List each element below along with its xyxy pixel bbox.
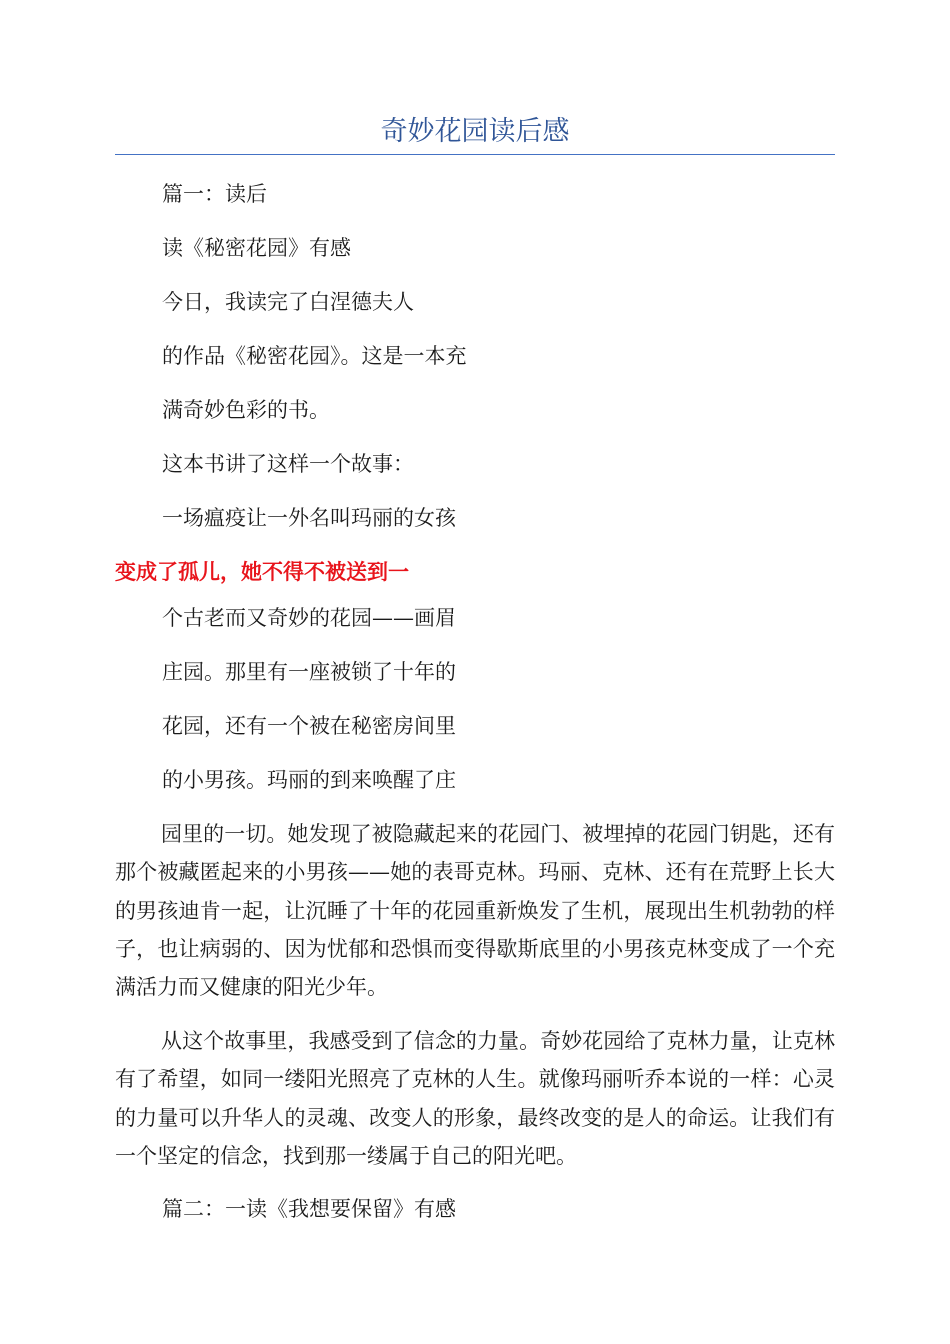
text-line: 一场瘟疫让一外名叫玛丽的女孩 <box>162 506 456 530</box>
body-paragraph: 园里的一切。她发现了被隐藏起来的花园门、被埋掉的花园门钥匙，还有那个被藏匿起来的小男孩——她的表哥克林。玛丽、克林、还有在荒野上长大的男孩迪肯一起，让沉睡了十年的花园重新焕发了生机，展现出生机勃勃的样子，也让病弱的、因为忧郁和恐惧而变得歇斯底里的小男孩克林变成了一个充满活力而又健康的阳光少年。 <box>115 822 835 1000</box>
text-line: 花园，还有一个被在秘密房间里 <box>162 714 456 738</box>
text-line: 的作品《秘密花园》。这是一本充 <box>162 344 467 368</box>
text-line: 读《秘密花园》有感 <box>162 236 351 260</box>
text-line: 庄园。那里有一座被锁了十年的 <box>162 660 456 684</box>
text-line: 今日，我读完了白涅德夫人 <box>162 290 414 314</box>
title-underline <box>115 154 835 155</box>
body-paragraph: 从这个故事里，我感受到了信念的力量。奇妙花园给了克林力量，让克林有了希望，如同一缕阳光照亮了克林的人生。就像玛丽听乔本说的一样：心灵的力量可以升华人的灵魂、改变人的形象，最终改变的是人的命运。让我们有一个坚定的信念，找到那一缕属于自己的阳光吧。 <box>115 1029 835 1168</box>
text-line: 个古老而又奇妙的花园——画眉 <box>162 606 456 630</box>
text-line: 满奇妙色彩的书。 <box>162 398 330 422</box>
section-heading: 篇二：一读《我想要保留》有感 <box>162 1197 456 1221</box>
document-title: 奇妙花园读后感 <box>380 116 570 147</box>
text-line: 的小男孩。玛丽的到来唤醒了庄 <box>162 768 456 792</box>
text-line: 篇一：读后 <box>162 182 267 206</box>
text-line: 这本书讲了这样一个故事： <box>162 452 414 476</box>
highlighted-line: 变成了孤儿，她不得不被送到一 <box>115 560 409 584</box>
